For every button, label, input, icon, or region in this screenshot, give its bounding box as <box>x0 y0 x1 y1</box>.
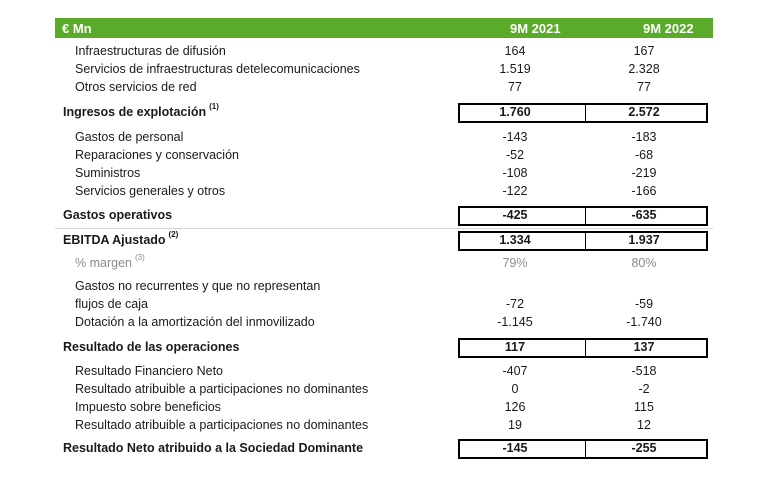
value-9m-2021: -425 <box>502 208 528 222</box>
value-9m-2022: -635 <box>631 208 657 222</box>
value-9m-2022: 1.937 <box>628 233 660 247</box>
table-row <box>0 166 768 184</box>
value-9m-2021: 164 <box>504 44 526 58</box>
row-label: Infraestructuras de difusión <box>75 44 226 58</box>
table-row <box>0 400 768 418</box>
value-9m-2021: 1.519 <box>499 62 531 76</box>
row-label: Resultado Neto atribuido a la Sociedad Dominante <box>63 441 364 455</box>
value-9m-2021: -1.145 <box>497 315 533 329</box>
value-9m-2021: 19 <box>508 418 522 432</box>
row-label: Reparaciones y conservación <box>75 148 239 162</box>
row-label: Resultado Financiero Neto <box>75 364 223 378</box>
value-9m-2021: 1.760 <box>499 105 531 119</box>
value-9m-2022: 115 <box>634 400 654 414</box>
value-9m-2022: -68 <box>634 148 654 162</box>
value-9m-2022: 80% <box>631 256 657 270</box>
value-9m-2021: -72 <box>505 297 525 311</box>
row-label: Otros servicios de red <box>75 80 197 94</box>
row-label: Resultado atribuible a participaciones no dominantes <box>75 418 369 432</box>
value-9m-2021: 79% <box>502 256 528 270</box>
row-label: Ingresos de explotación <box>63 105 207 119</box>
value-9m-2022: -59 <box>634 297 654 311</box>
table-row-margin <box>0 253 768 274</box>
value-9m-2022: -255 <box>631 441 657 455</box>
column-header-9m-2022: 9M 2022 <box>643 21 694 36</box>
table-row <box>0 148 768 166</box>
value-9m-2021: -145 <box>502 441 528 455</box>
divider <box>55 228 713 229</box>
table-row <box>0 184 768 202</box>
value-9m-2022: 77 <box>637 80 651 94</box>
table-row <box>0 418 768 436</box>
value-9m-2022: 137 <box>633 340 655 354</box>
value-9m-2022: -2 <box>638 382 650 396</box>
value-9m-2022: -1.740 <box>626 315 662 329</box>
value-9m-2022: 2.328 <box>628 62 660 76</box>
row-label: Gastos operativos <box>63 208 173 222</box>
row-label: Resultado atribuible a participaciones no dominantes <box>75 382 369 396</box>
table-row <box>0 80 768 98</box>
value-9m-2021: 77 <box>508 80 522 94</box>
table-row-total <box>0 340 768 358</box>
value-9m-2022: -166 <box>631 184 657 198</box>
value-9m-2022: -219 <box>631 166 657 180</box>
footnote-marker: (2) <box>168 230 179 239</box>
table-row <box>0 130 768 148</box>
row-label: Gastos de personal <box>75 130 184 144</box>
table-row <box>0 62 768 80</box>
table-row-total <box>0 441 768 459</box>
row-label: Impuesto sobre beneficios <box>75 400 221 414</box>
value-9m-2022: -518 <box>631 364 657 378</box>
row-label: EBITDA Ajustado <box>63 233 166 247</box>
table-row <box>0 297 768 315</box>
table-row <box>0 382 768 400</box>
value-9m-2022: 2.572 <box>628 105 660 119</box>
row-label: Servicios de infraestructuras detelecomunicaciones <box>75 62 360 76</box>
value-9m-2021: -52 <box>505 148 525 162</box>
table-header <box>55 18 713 38</box>
footnote-marker: (3) <box>134 253 145 262</box>
table-row <box>0 364 768 382</box>
row-label: Gastos no recurrentes y que no representan <box>75 279 321 293</box>
footnote-marker: (1) <box>209 102 219 111</box>
value-9m-2021: 117 <box>504 340 526 354</box>
table-row-total <box>0 208 768 226</box>
unit-label: € Mn <box>62 21 92 36</box>
row-label: Servicios generales y otros <box>75 184 226 198</box>
row-label: Dotación a la amortización del inmovilizado <box>75 315 315 329</box>
column-header-9m-2021: 9M 2021 <box>510 21 561 36</box>
value-9m-2021: -407 <box>502 364 528 378</box>
value-9m-2021: 0 <box>511 382 519 396</box>
table-row-total <box>0 230 768 251</box>
value-9m-2022: 12 <box>637 418 651 432</box>
row-label: % margen <box>75 256 132 270</box>
table-row <box>0 315 768 333</box>
row-label: Suministros <box>75 166 141 180</box>
value-9m-2021: -108 <box>502 166 528 180</box>
row-label: flujos de caja <box>75 297 148 311</box>
value-9m-2021: 1.334 <box>499 233 531 247</box>
value-9m-2022: -183 <box>631 130 657 144</box>
value-9m-2021: -122 <box>502 184 528 198</box>
table-row <box>0 44 768 62</box>
table-row-total <box>0 102 768 123</box>
table-row <box>0 279 768 297</box>
value-9m-2021: -143 <box>502 130 528 144</box>
value-9m-2022: 167 <box>633 44 655 58</box>
row-label: Resultado de las operaciones <box>63 340 240 354</box>
value-9m-2021: 126 <box>504 400 526 414</box>
